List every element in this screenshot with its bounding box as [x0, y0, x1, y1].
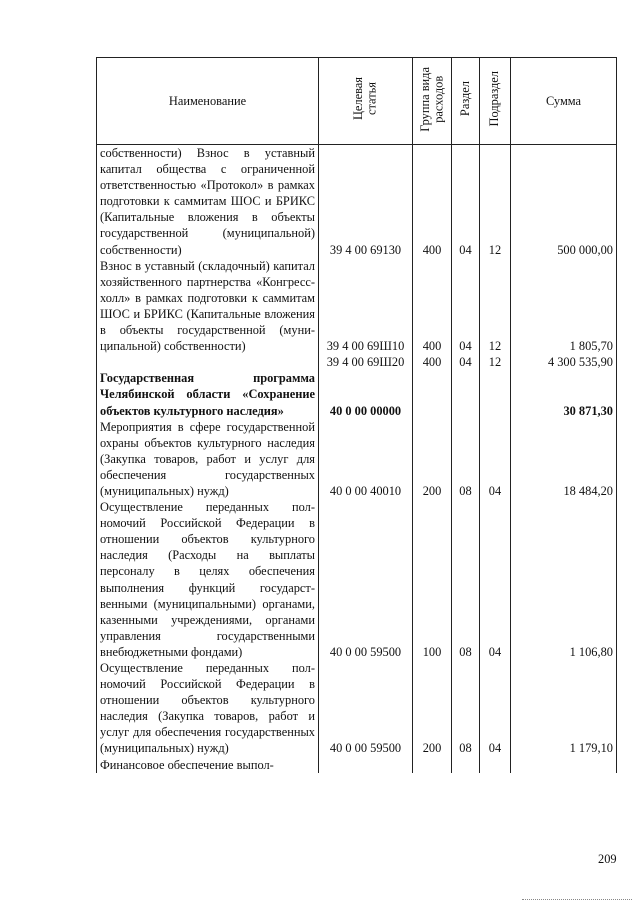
cell-sum: 18 484,20 — [511, 419, 617, 499]
cell-subsection — [480, 757, 511, 773]
cell-name: Осуществление переданных полномочий Российской Федерации в отношении объектов культурного наследия (Закупка товаров, работ и услуг для обеспечения государственных (муниципальных) нужд) — [97, 660, 319, 757]
table-row — [97, 660, 617, 757]
cell-sum: 1 179,10 — [511, 660, 617, 757]
cell-subsection: 04 — [480, 419, 511, 499]
header-name: Наименование — [97, 58, 319, 145]
cell-section: 04 — [452, 354, 480, 370]
cell-section: 04 — [452, 145, 480, 258]
cell-name — [97, 354, 319, 370]
cell-sum: 1 106,80 — [511, 499, 617, 660]
header-subsection: Подраздел — [480, 58, 511, 145]
cell-group: 400 — [413, 354, 452, 370]
table-row — [97, 354, 617, 370]
table-row — [97, 499, 617, 660]
cell-subsection: 12 — [480, 145, 511, 258]
header-sum: Сумма — [511, 58, 617, 145]
cell-target: 39 4 00 69130 — [319, 145, 413, 258]
cell-name: Взнос в уставный (складочный) капитал хозяйственного партнерства «Конгресс-холл» в рамках подготовки к саммитам ШОС и БРИКС (Капитальные вложения в объекты государственной (муниципальной) собственности) — [97, 258, 319, 355]
cell-group: 400 — [413, 258, 452, 355]
cell-target: 40 0 00 59500 — [319, 660, 413, 757]
cell-sum: 4 300 535,90 — [511, 354, 617, 370]
cell-subsection: 12 — [480, 258, 511, 355]
cell-section: 08 — [452, 419, 480, 499]
cell-subsection: 12 — [480, 354, 511, 370]
cell-name: Финансовое обеспечение выпол- — [97, 757, 319, 773]
cell-subsection: 04 — [480, 660, 511, 757]
cell-group — [413, 370, 452, 418]
cell-sum: 30 871,30 — [511, 370, 617, 418]
cell-subsection: 04 — [480, 499, 511, 660]
cell-name: Мероприятия в сфере государственной охраны объектов культурного наследия (Закупка товаров, работ и услуг для обеспечения государственных (муниципальных) нужд) — [97, 419, 319, 499]
header-section: Раздел — [452, 58, 480, 145]
header-group: Группа вида расходов — [413, 58, 452, 145]
table-row — [97, 757, 617, 773]
budget-table — [96, 57, 617, 773]
cell-subsection — [480, 370, 511, 418]
cell-target: 40 0 00 59500 — [319, 499, 413, 660]
header-target: Целевая статья — [319, 58, 413, 145]
cell-section: 04 — [452, 258, 480, 355]
table-row — [97, 145, 617, 258]
cell-target: 40 0 00 40010 — [319, 419, 413, 499]
cell-name: Государственная программа Челябинской области «Сохранение объектов культурного наследия» — [97, 370, 319, 418]
cell-target: 40 0 00 00000 — [319, 370, 413, 418]
cell-sum: 500 000,00 — [511, 145, 617, 258]
cell-section: 08 — [452, 499, 480, 660]
cell-section: 08 — [452, 660, 480, 757]
footer-rule — [522, 899, 632, 900]
cell-target — [319, 757, 413, 773]
cell-group: 100 — [413, 499, 452, 660]
cell-group: 200 — [413, 660, 452, 757]
page-number: 209 — [598, 852, 617, 866]
cell-group — [413, 757, 452, 773]
cell-sum: 1 805,70 — [511, 258, 617, 355]
table-row — [97, 370, 617, 418]
table-row — [97, 258, 617, 355]
cell-target: 39 4 00 69Ш10 — [319, 258, 413, 355]
cell-sum — [511, 757, 617, 773]
cell-name: Осуществление переданных полномочий Российской Федерации в отношении объектов культурного наследия (Расходы на выплаты персоналу в целях обеспечения выполнения функций государственными (муниципальными) органами, казенными учреждениями, органами управления государственными внебюджетными фондами) — [97, 499, 319, 660]
cell-section — [452, 370, 480, 418]
cell-group: 400 — [413, 145, 452, 258]
cell-group: 200 — [413, 419, 452, 499]
cell-target: 39 4 00 69Ш20 — [319, 354, 413, 370]
cell-name: собственности) Взнос в уставный капитал общества с ограниченной ответственностью «Протокол» в рамках подготовки к саммитам ШОС и БРИКС (Капитальные вложения в объекты государственной (муниципальной) собственности) — [97, 145, 319, 258]
table-row — [97, 419, 617, 499]
cell-section — [452, 757, 480, 773]
table-header-row — [97, 58, 617, 145]
